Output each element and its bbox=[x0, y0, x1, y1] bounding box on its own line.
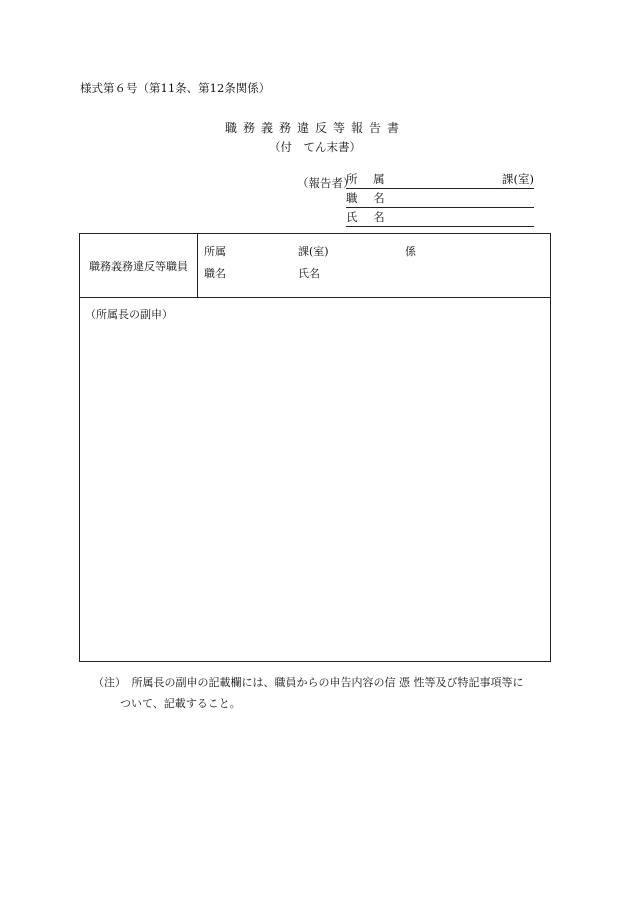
reporter-affiliation-field[interactable] bbox=[346, 172, 534, 189]
reporter-position-field[interactable] bbox=[346, 191, 534, 208]
document-subtitle: （付 てん末書） bbox=[269, 140, 361, 154]
employee-position-label: 職名 bbox=[204, 267, 226, 280]
form-number: 様式第６号（第11条、第12条関係） bbox=[80, 81, 271, 95]
note-line-2: ついて、記載すること。 bbox=[120, 697, 241, 710]
document-title: 職務義務違反等報告書 bbox=[224, 121, 405, 135]
violating-employee-row bbox=[80, 234, 550, 298]
reporter-name-field[interactable] bbox=[346, 210, 534, 227]
employee-affiliation-label: 所属 bbox=[204, 245, 226, 258]
reporter-label: （報告者） bbox=[297, 176, 355, 190]
report-form-table bbox=[79, 233, 551, 662]
violating-employee-header-text: 職務義務違反等職員 bbox=[89, 259, 188, 273]
employee-name-label: 氏名 bbox=[298, 267, 320, 280]
reporter-name-label: 氏 名 bbox=[346, 210, 391, 224]
employee-section-label: 係 bbox=[405, 245, 416, 258]
reporter-division-suffix: 課(室) bbox=[502, 172, 534, 186]
employee-division-label: 課(室) bbox=[298, 245, 329, 258]
note-line-1: （注） 所属長の副申の記載欄には、職員からの申告内容の信 憑 性等及び特記事項等に bbox=[93, 676, 524, 689]
reporter-affiliation-label: 所 属 bbox=[346, 172, 391, 186]
reporter-position-label: 職 名 bbox=[346, 191, 391, 205]
violating-employee-header bbox=[80, 234, 198, 297]
supervisor-remarks-label: （所属長の副申） bbox=[85, 308, 173, 321]
supervisor-remarks-area[interactable] bbox=[80, 298, 550, 661]
